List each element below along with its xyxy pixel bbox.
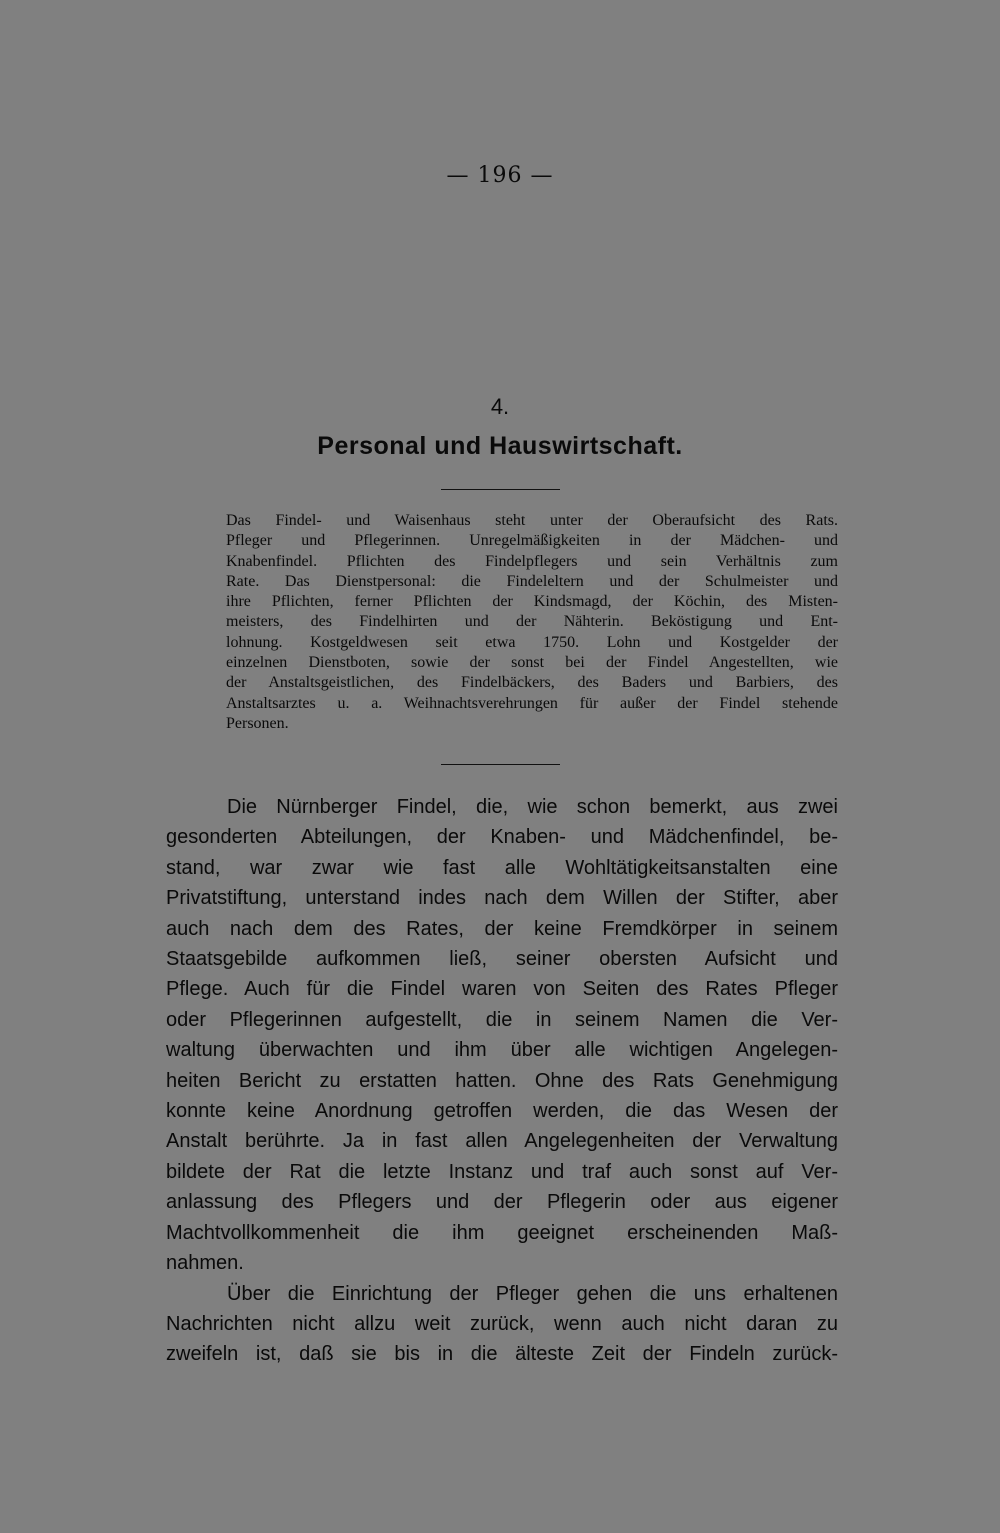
summary-line: der Anstaltsgeistlichen, des Findelbäckers, des Baders und Barbiers, des <box>226 674 838 692</box>
paragraph-line: Anstalt berührte. Ja in fast allen Angelegenheiten der Verwaltung <box>166 1130 838 1153</box>
summary-line: Knabenfindel. Pflichten des Findelpflegers und sein Verhältnis zum <box>226 552 838 570</box>
chapter-summary <box>226 511 838 734</box>
summary-line: einzelnen Dienstboten, sowie der sonst bei der Findel Angestellten, wie <box>226 654 838 672</box>
paragraph-line: nahmen. <box>166 1252 244 1275</box>
summary-line: Rate. Das Dienstpersonal: die Findeleltern und der Schulmeister und <box>226 572 838 590</box>
paragraph-line: Über die Einrichtung der Pfleger gehen die uns erhaltenen <box>227 1282 838 1305</box>
paragraph-line: Nachrichten nicht allzu weit zurück, wenn auch nicht daran zu <box>166 1312 838 1335</box>
paragraph-line: auch nach dem des Rates, der keine Fremdkörper in seinem <box>166 917 838 940</box>
chapter-title: Personal und Hauswirtschaft. <box>317 432 683 460</box>
paragraph-line: gesonderten Abteilungen, der Knaben- und Mädchenfindel, be- <box>166 826 838 849</box>
page-number: — 196 — <box>446 163 554 188</box>
summary-line: Anstaltsarztes u. a. Weihnachtsverehrungen für außer der Findel stehende <box>226 694 838 712</box>
paragraph-line: waltung überwachten und ihm über alle wichtigen Angelegen- <box>166 1039 838 1062</box>
paragraph-line: Machtvollkommenheit die ihm geeignet erscheinenden Maß- <box>166 1221 838 1244</box>
summary-line: ihre Pflichten, ferner Pflichten der Kindsmagd, der Köchin, des Misten- <box>226 593 838 611</box>
body-text <box>166 792 838 1370</box>
summary-line: Pfleger und Pflegerinnen. Unregelmäßigkeiten in der Mädchen- und <box>226 532 838 550</box>
paragraph-line: zweifeln ist, daß sie bis in die älteste Zeit der Findeln zurück- <box>166 1343 838 1366</box>
paragraph-line: heiten Bericht zu erstatten hatten. Ohne des Rats Genehmigung <box>166 1069 838 1092</box>
paragraph-line: Privatstiftung, unterstand indes nach dem Willen der Stifter, aber <box>166 887 838 910</box>
paragraph-line: oder Pflegerinnen aufgestellt, die in seinem Namen die Ver- <box>166 1008 838 1031</box>
summary-line: lohnung. Kostgeldwesen seit etwa 1750. Lohn und Kostgelder der <box>226 633 838 651</box>
paragraph-line: Staatsgebilde aufkommen ließ, seiner obersten Aufsicht und <box>166 948 838 971</box>
paragraph-line: Pflege. Auch für die Findel waren von Seiten des Rates Pfleger <box>166 978 838 1001</box>
paragraph-line: konnte keine Anordnung getroffen werden, die das Wesen der <box>166 1100 838 1123</box>
summary-line: Personen. <box>226 714 289 732</box>
summary-line: Das Findel- und Waisenhaus steht unter der Oberaufsicht des Rats. <box>226 512 838 529</box>
paragraph-line: Die Nürnberger Findel, die, wie schon bemerkt, aus zwei <box>227 796 838 818</box>
summary-line: meisters, des Findelhirten und der Nähterin. Beköstigung und Ent- <box>226 613 838 631</box>
divider-top <box>441 489 560 490</box>
paragraph-line: anlassung des Pflegers und der Pflegerin oder aus eigener <box>166 1191 838 1214</box>
paragraph-line: bildete der Rat die letzte Instanz und traf auch sonst auf Ver- <box>166 1160 838 1183</box>
paragraph-line: stand, war zwar wie fast alle Wohltätigkeitsanstalten eine <box>166 856 838 879</box>
divider-bottom <box>441 764 560 765</box>
chapter-number: 4. <box>490 394 510 419</box>
